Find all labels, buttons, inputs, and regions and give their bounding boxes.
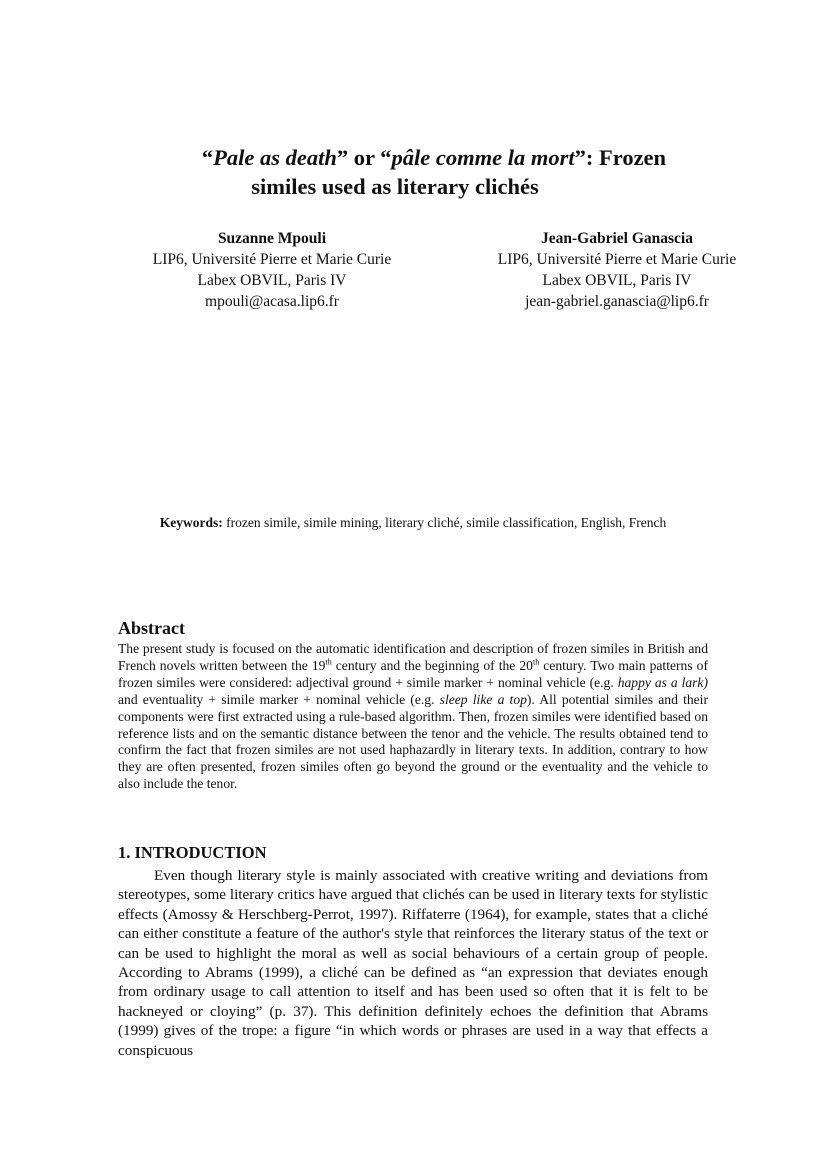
keywords-text: frozen simile, simile mining, literary cliché, simile classification, English, French (222, 515, 667, 530)
author-affiliation: LIP6, Université Pierre et Marie Curie (497, 251, 737, 268)
title-line-1: “Pale as death” or “pâle comme la mort”: Frozen (201, 145, 667, 170)
paper-title (0, 143, 826, 201)
author-lab: Labex OBVIL, Paris IV (197, 272, 347, 289)
author-name: Suzanne Mpouli (217, 230, 327, 247)
keywords-line (0, 514, 826, 532)
keywords-label: Keywords: (159, 515, 223, 530)
section-heading-introduction: 1. INTRODUCTION (118, 843, 267, 862)
author-name: Jean-Gabriel Ganascia (541, 230, 693, 247)
introduction-paragraph: Even though literary style is mainly associated with creative writing and deviations from stereotypes, some literary critics have argued that clichés can be used in literary texts for stylistic effects (Amossy & Herschberg-Perrot, 1997). Riffaterre (1964), for example, states that a cliché can either constitute a feature of the author's style that reinforces the literary status of the text or can be used to highlight the moral as well as social behaviours of a certain group of people. According to Abrams (1999), a cliché can be defined as “an expression that deviates enough from ordinary usage to call attention to itself and has been used so often that it is felt to be hackneyed or cloying” (p. 37). This definition definitely echoes the definition that Abrams (1999) gives of the trope: a figure “in which words or phrases are used in a way that effects a conspicuous (118, 867, 708, 1059)
author-block-2 (467, 228, 767, 312)
author-lab: Labex OBVIL, Paris IV (542, 272, 692, 289)
author-email: jean-gabriel.ganascia@lip6.fr (525, 293, 709, 310)
abstract-text: The present study is focused on the automatic identification and description of frozen similes in British and French novels written between the 19th century and the beginning of the 20th century. Two main patterns of frozen similes were considered: adjectival ground + simile marker + nominal vehicle (e.g. happy as a lark) and eventuality + simile marker + nominal vehicle (e.g. sleep like a top). All potential similes and their components were first extracted using a rule-based algorithm. Then, frozen similes were identified based on reference lists and on the semantic distance between the tenor and the vehicle. The results obtained tend to confirm the fact that frozen similes are not used haphazardly in literary texts. In addition, contrary to how they are often presented, frozen similes often go beyond the ground or the eventuality and the vehicle to also include the tenor. (118, 641, 708, 792)
title-italic-french: pâle comme la mort (391, 145, 575, 170)
author-block-1 (122, 228, 422, 312)
abstract-heading: Abstract (118, 618, 185, 638)
author-affiliation: LIP6, Université Pierre et Marie Curie (152, 251, 392, 268)
title-line-2: similes used as literary clichés (251, 174, 539, 199)
title-italic-english: Pale as death (213, 145, 337, 170)
author-email: mpouli@acasa.lip6.fr (205, 293, 339, 310)
example-eventuality: sleep like a top (439, 691, 527, 707)
example-adjectival: happy as a lark) (617, 674, 708, 690)
introduction-body (118, 866, 708, 1060)
